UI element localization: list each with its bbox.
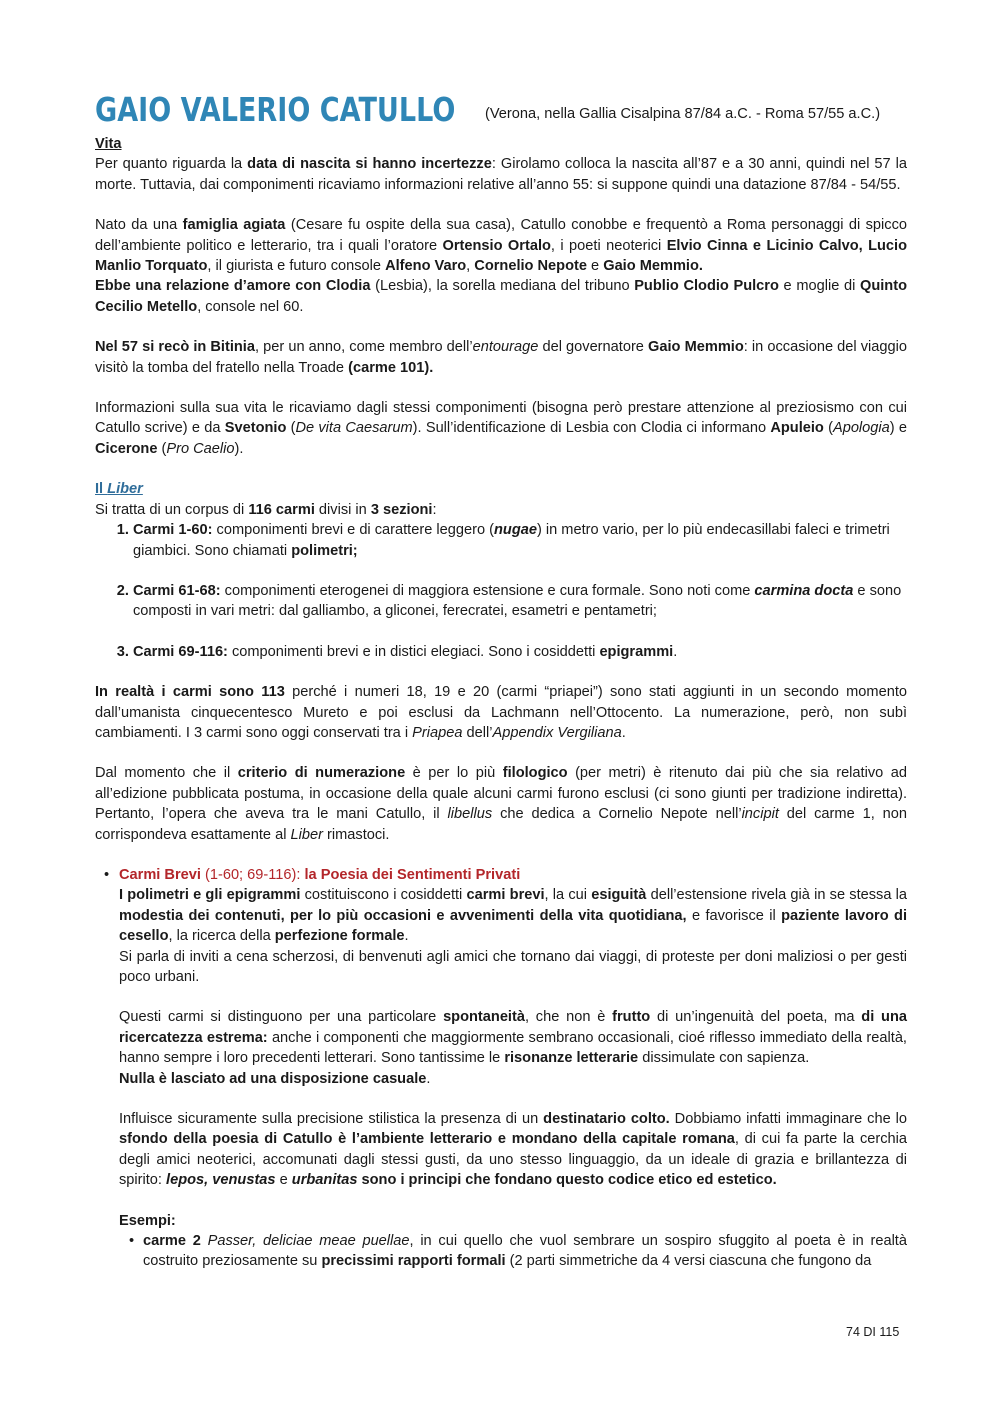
paragraph-brevi-3: Questi carmi si distinguono per una particolare spontaneità, che non è frutto di un’ingenuità del poeta, ma di una ricercatezza estrema: anche i componenti che maggiormente sembrano occasionali, cioé riflesso immediato della realtà, hanno sempre i loro precedenti letterari. Sono tantissime le risonanze letterarie dissimulate con sapienza. Nulla è lasciato ad una disposizione casuale. [119,1009,907,1087]
paragraph-brevi-2: Si parla di inviti a cena scherzosi, di benvenuti agli amici che tornano dai viaggi, di proteste per doni maliziosi o per gesti poco urbani. [119,948,907,985]
paragraph-sources: Informazioni sulla sua vita le ricaviamo dagli stessi componimenti (bisogna però prestare attenzione al preziosismo con cui Catullo scrive) e da Svetonio (De vita Caesarum). Sull’identificazione di Lesbia con Clodia ci informano Apuleio (Apologia) e Cicerone (Pro Caelio). [95,400,908,457]
carmi-brevi-block [95,865,907,1272]
list-item: 2. Carmi 61-68: componimenti eterogenei di maggiora estensione e cura formale. Sono noti come carmina docta e sono composti in vari metri: dal galliambo, a gliconei, ferecratei, esametri e pentametri; [133,581,907,622]
section-heading-vita: Vita [95,136,122,152]
page-number: 74 DI 115 [846,1325,900,1339]
paragraph-numerazione: Dal momento che il criterio di numerazione è per lo più filologico (per metri) è ritenuto dai più che sia relativo ad all’edizione pubblicata postuma, in occasione della quale alcuni carmi furono esclusi (ci sono giunti per tradizione indiretta). Pertanto, l’opera che aveva tra le mani Catullo, il libellus che dedica a Cornelio Nepote nell’incipit del carme 1, non corrispondeva esattamente al Liber rimastoci. [95,765,907,843]
paragraph-clodia: Ebbe una relazione d’amore con Clodia (Lesbia), la sorella mediana del tribuno Publio Clodio Pulcro e moglie di Quinto Cecilio Metello, console nel 60. [95,278,907,315]
paragraph-113: In realtà i carmi sono 113 perché i numeri 18, 19 e 20 (carmi “priapei”) sono stati aggiunti in un secondo momento dall’umanista cinquecentesco Mureto e poi esclusi da Lachmann nell’Ottocento. La numerazione, però, non subì cambiamenti. I 3 carmi sono oggi conservati tra i Priapea dell’Appendix Vergiliana. [95,684,907,741]
sections-list [95,520,907,662]
carmi-brevi-heading: Carmi Brevi (1-60; 69-116): la Poesia dei Sentimenti Privati [119,866,521,883]
bullet-icon: • [104,866,110,883]
page-subtitle: (Verona, nella Gallia Cisalpina 87/84 a.C. - Roma 57/55 a.C.) [485,106,881,122]
bullet-icon: • [129,1233,135,1250]
document-page [95,90,907,1272]
example-item: • carme 2 Passer, deliciae meae puellae, in cui quello che vuol sembrare un sospiro sfuggito al poeta è in realtà costruito preziosamente su precissimi rapporti formali (2 parti simmetriche da 4 versi ciascuna che fungono da [129,1233,907,1270]
section-heading-liber: Il Liber [95,481,143,498]
paragraph-brevi-4: Influisce sicuramente sulla precisione stilistica la presenza di un destinatario colto. Dobbiamo infatti immaginare che lo sfondo della poesia di Catullo è l’ambiente letterario e mondano della capitale romana, di cui fa parte la cerchia degli amici neoterici, accomunati dagli stessi gusti, da uno stesso linguaggio, da un ideale di grazia e brillantezza di spirito: lepos, venustas e urbanitas sono i principi che fondano questo codice etico ed estetico. [119,1111,907,1189]
paragraph-brevi-1: I polimetri e gli epigrammi costituiscono i cosiddetti carmi brevi, la cui esiguità dell’estensione rivela già in se stessa la modestia dei contenuti, per lo più occasioni e avvenimenti della vita quotidiana, e favorisce il paziente lavoro di cesello, la ricerca della perfezione formale. [119,887,908,945]
esempi-heading: Esempi: [119,1212,176,1229]
paragraph-family: Nato da una famiglia agiata (Cesare fu ospite della sua casa), Catullo conobbe e frequentò a Roma personaggi di spicco dell’ambiente politico e letterario, tra i quali l’oratore Ortensio Ortalo, i poeti neoterici Elvio Cinna e Licinio Calvo, Lucio Manlio Torquato, il giurista e futuro console Alfeno Varo, Cornelio Nepote e Gaio Memmio. [95,217,908,275]
list-item: 3. Carmi 69-116: componimenti brevi e in distici elegiaci. Sono i cosiddetti epigrammi. [133,642,907,662]
header [95,90,907,134]
paragraph-liber-intro: Si tratta di un corpus di 116 carmi divisi in 3 sezioni: [95,501,437,518]
paragraph-birth: Per quanto riguarda la data di nascita si hanno incertezze: Girolamo colloca la nascita all’87 e a 30 anni, quindi nel 57 la morte. Tuttavia, dai componimenti ricaviamo informazioni relative all’anno 55: si suppone quindi una datazione 87/84 - 54/55. [95,156,907,193]
paragraph-bitinia: Nel 57 si recò in Bitinia, per un anno, come membro dell’entourage del governatore Gaio Memmio: in occasione del viaggio visitò la tomba del fratello nella Troade (carme 101). [95,339,907,376]
list-item: 1. Carmi 1-60: componimenti brevi e di carattere leggero (nugae) in metro vario, per lo più endecasillabi faleci e trimetri giambici. Sono chiamati polimetri; [133,520,907,561]
page-title: GAIO VALERIO CATULLO [95,90,456,129]
